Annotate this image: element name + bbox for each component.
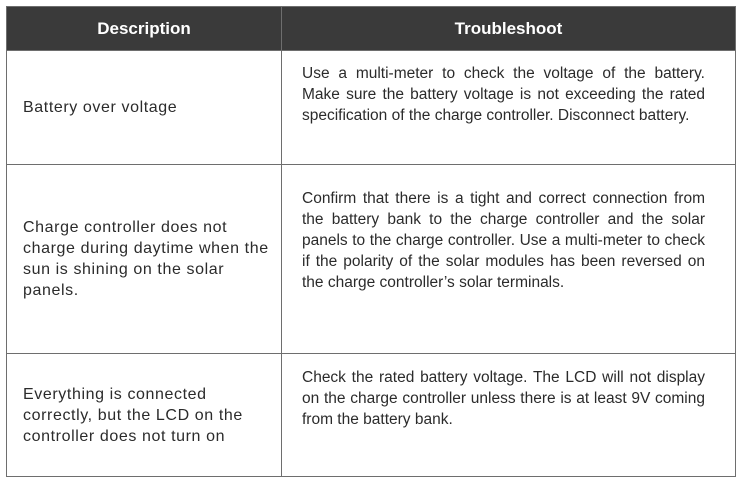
header-description: Description (7, 7, 282, 51)
troubleshoot-cell (282, 51, 736, 165)
header-troubleshoot: Troubleshoot (282, 7, 736, 51)
header-row (7, 7, 736, 51)
table-row (7, 51, 736, 165)
troubleshoot-cell (282, 165, 736, 354)
table-header (7, 7, 736, 51)
description-cell: Battery over voltage (7, 51, 282, 165)
troubleshoot-text: Check the rated battery voltage. The LCD will not display on the charge controller unless there is at least 9V coming from the battery bank. (302, 369, 705, 428)
description-cell: Charge controller does not charge during daytime when the sun is shining on the solar panels. (7, 165, 282, 354)
troubleshooting-table (6, 6, 736, 477)
troubleshoot-text: Use a multi-meter to check the voltage of the battery. Make sure the battery voltage is not exceeding the rated specification of the charge controller. Disconnect battery. (302, 65, 705, 124)
troubleshoot-cell (282, 354, 736, 477)
table-row (7, 165, 736, 354)
troubleshoot-text: Confirm that there is a tight and correct connection from the battery bank to the charge controller and the solar panels to the charge controller. Use a multi-meter to check if the polarity of the solar modules has been reversed on the charge controller’s solar terminals. (302, 190, 705, 291)
table-row (7, 354, 736, 477)
description-cell: Everything is connected correctly, but the LCD on the controller does not turn on (7, 354, 282, 477)
table-body (7, 51, 736, 477)
